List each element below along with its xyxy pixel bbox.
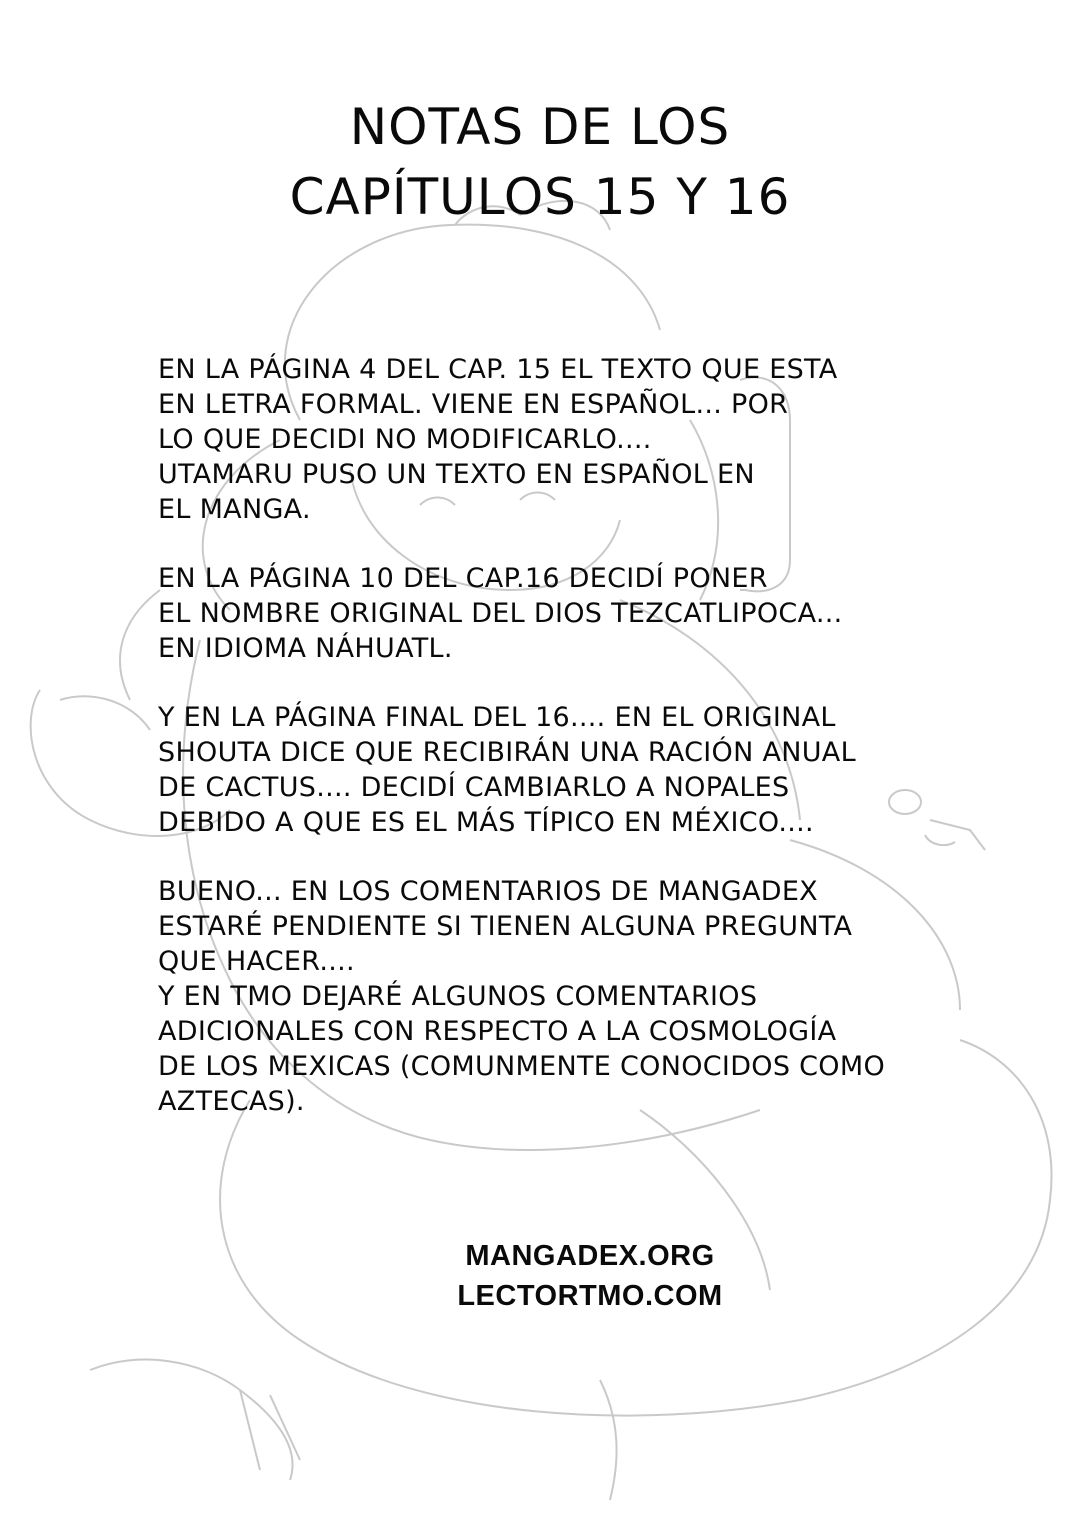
credit-mangadex: MANGADEX.ORG (465, 1240, 715, 1272)
note-line: Y EN LA PÁGINA FINAL DEL 16.... EN EL ORIGINAL (158, 702, 836, 733)
note-paragraph-4 (158, 874, 1058, 1119)
page-title (0, 92, 1080, 232)
note-line: EN IDIOMA NÁHUATL. (158, 633, 453, 664)
note-line: DE CACTUS.... DECIDÍ CAMBIARLO A NOPALES (158, 772, 790, 803)
note-line: Y EN TMO DEJARÉ ALGUNOS COMENTARIOS (158, 981, 758, 1012)
note-line: EL MANGA. (158, 494, 311, 525)
note-line: EL NOMBRE ORIGINAL DEL DIOS TEZCATLIPOCA... (158, 598, 843, 629)
title-line-2: CAPÍTULOS 15 Y 16 (289, 168, 791, 226)
note-line: QUE HACER.... (158, 946, 355, 977)
credits-block (0, 1236, 1080, 1316)
note-line: DE LOS MEXICAS (COMUNMENTE CONOCIDOS COMO (158, 1051, 886, 1082)
note-line: LO QUE DECIDI NO MODIFICARLO.... (158, 424, 652, 455)
note-line: SHOUTA DICE QUE RECIBIRÁN UNA RACIÓN ANUAL (158, 737, 856, 768)
note-line: BUENO... EN LOS COMENTARIOS DE MANGADEX (158, 876, 818, 907)
note-paragraph-3 (158, 700, 1058, 840)
note-line: EN LA PÁGINA 10 DEL CAP.16 DECIDÍ PONER (158, 563, 768, 594)
note-line: ADICIONALES CON RESPECTO A LA COSMOLOGÍA (158, 1016, 837, 1047)
note-line: EN LA PÁGINA 4 DEL CAP. 15 EL TEXTO QUE ESTA (158, 354, 838, 385)
note-line: ESTARÉ PENDIENTE SI TIENEN ALGUNA PREGUNTA (158, 911, 853, 942)
note-line: EN LETRA FORMAL. VIENE EN ESPAÑOL... POR (158, 389, 789, 420)
credit-lectortmo: LECTORTMO.COM (457, 1280, 723, 1312)
note-line: AZTECAS). (158, 1086, 305, 1117)
note-line: UTAMARU PUSO UN TEXTO EN ESPAÑOL EN (158, 459, 755, 490)
note-line: DEBIDO A QUE ES EL MÁS TÍPICO EN MÉXICO.... (158, 807, 814, 838)
note-paragraph-2 (158, 561, 1058, 666)
note-paragraph-1 (158, 352, 1058, 527)
title-line-1: NOTAS DE LOS (349, 98, 731, 156)
notes-body (158, 352, 1058, 1153)
